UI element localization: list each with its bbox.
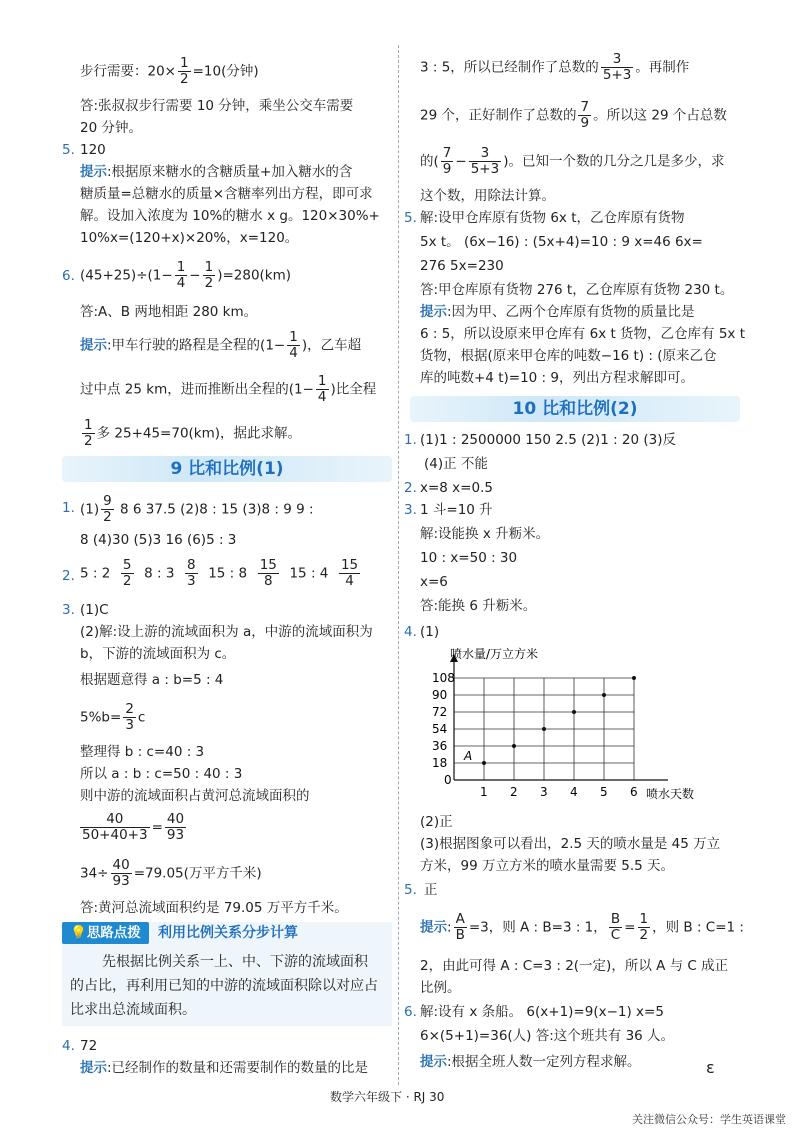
y-tick-label: 18	[432, 756, 448, 770]
answer-line: (1)C	[80, 602, 109, 618]
chart-points	[482, 676, 636, 765]
question-number: 6.	[404, 1004, 417, 1020]
x-tick-label: 5	[600, 785, 608, 799]
section-title: 9 比和比例(1)	[62, 456, 392, 482]
walk-time-line: 步行需要：20× $\frac{1}{2}$ =10(分钟)	[80, 55, 259, 87]
lightbulb-icon: 💡	[70, 925, 87, 941]
question-number: 5.	[404, 882, 417, 898]
question-number: 5.	[62, 142, 75, 158]
watermark-text: 关注微信公众号：学生英语课堂	[632, 1113, 786, 1126]
tip-line: 提示:已经制作的数量和还需要制作的数量的比是	[80, 1060, 369, 1076]
handwritten-mark: ε	[706, 1058, 715, 1077]
answer-line: 276 5x=230	[420, 258, 504, 274]
question-number: 2.	[62, 568, 75, 584]
answer-line: 答:张叔叔步行需要 10 分钟，乘坐公交车需要	[80, 98, 354, 114]
answer-line: (2)正	[420, 814, 453, 830]
answer-value: 120	[80, 142, 106, 158]
data-point	[572, 710, 576, 714]
data-point	[482, 761, 486, 765]
tip-line: 提示:根据全班人数一定列方程求解。	[420, 1054, 641, 1070]
answer-line: 方米，99 万立方米的喷水量需要 5.5 天。	[420, 858, 675, 874]
x-tick-label: 3	[540, 785, 548, 799]
answer-line: 解:设有 x 条船。 6(x+1)=9(x−1) x=5	[420, 1004, 664, 1020]
data-point	[632, 676, 636, 680]
column-divider	[398, 45, 399, 1085]
y-tick-label: 36	[432, 739, 448, 753]
answer-line: (1) $\frac{9}{2}$ 8 6 37.5 (2)8 : 15 (3)8 : 9 9 :	[80, 493, 314, 525]
x-axis-label: 喷水天数	[646, 787, 695, 801]
hint-text: 比求出总流域面积。	[70, 1002, 196, 1018]
answer-line: b，下游的流域面积为 c。	[80, 646, 236, 662]
tip-line: 6 : 5，所以设原来甲仓库有 6x t 货物，乙仓库有 5x t	[420, 326, 746, 342]
data-point	[542, 727, 546, 731]
page-footer: 数学六年级下 · RJ 30	[330, 1090, 445, 1104]
answer-line: x=6	[420, 574, 448, 590]
question-number: 1.	[404, 432, 417, 448]
question-number: 5.	[404, 210, 417, 226]
answer-line: 则中游的流域面积占黄河总流域面积的	[80, 788, 310, 804]
tip-line: 提示: $\frac{A}{B}$ =3，则 A : B=3 : 1， $\frac{B}{C}$ = $\frac{1}{2}$ ，则 B : C=1 :	[420, 911, 744, 943]
answer-line: 解:设甲仓库原有货物 6x t，乙仓库原有货物	[420, 210, 685, 226]
answer-line: 6×(5+1)=36(人) 答:这个班共有 36 人。	[420, 1028, 675, 1044]
question-number: 3.	[404, 502, 417, 518]
answer-line: 答:甲仓库原有货物 276 t，乙仓库原有货物 230 t。	[420, 282, 734, 298]
tip-line: 3 : 5，所以已经制作了总数的 $\frac{3}{5+3}$ 。再制作	[420, 51, 690, 83]
tip-line: 比例。	[420, 980, 461, 996]
tip-line: 库的吨数+4 t)=10 : 9，列出方程求解即可。	[420, 370, 694, 386]
answer-line: (2)解:设上游的流域面积为 a，中游的流域面积为	[80, 624, 373, 640]
answer-line: 1 斗=10 升	[420, 502, 493, 518]
answer-line: 根据题意得 a : b=5 : 4	[80, 672, 224, 688]
hint-text: 先根据比例关系一上、中、下游的流域面积	[102, 954, 368, 970]
answer-line: 整理得 b : c=40 : 3	[80, 744, 205, 760]
tip-line: 这个数，用除法计算。	[420, 188, 555, 204]
answer-line: (4)正 不能	[424, 456, 488, 472]
formula-line: 5%b= $\frac{2}{3}$ c	[80, 701, 146, 733]
tip-line: $\frac{1}{2}$ 多 25+45=70(km)，据此求解。	[84, 417, 302, 449]
water-spray-chart	[420, 642, 740, 812]
answer-line: (1)1 : 2500000 150 2.5 (2)1 : 20 (3)反	[420, 432, 677, 448]
x-tick-label: 6	[630, 785, 638, 799]
hint-badge: 💡思路点拨	[62, 922, 149, 944]
hint-text: 的占比，再利用已知的中游的流域面积除以对应占	[70, 978, 378, 994]
x-tick-label: 4	[570, 785, 578, 799]
tip-line: 提示:甲车行驶的路程是全程的(1− $\frac{1}{4}$ )，乙车超	[80, 329, 362, 361]
answer-line: 解:设能换 x 升粝米。	[420, 526, 550, 542]
question-number: 1.	[62, 500, 75, 516]
answer-line: 答:黄河总流域面积约是 79.05 万平方千米。	[80, 900, 348, 916]
point-a-label: A	[464, 749, 473, 763]
answer-line: 5 : 2 $\frac{5}{2}$ 8 : 3 $\frac{8}{3}$ 15 : 8 $\frac{15}{8}$ 15 : 4 $\frac{15}{4}$	[80, 557, 359, 589]
tip-line: 10%x=(120+x)×20%，x=120。	[80, 230, 299, 246]
formula-line: 34÷ $\frac{40}{93}$ =79.05(万平方千米)	[80, 857, 262, 889]
data-point	[512, 744, 516, 748]
fraction: $\frac{1}{2}$	[180, 55, 189, 87]
answer-line: 答:能换 6 升粝米。	[420, 598, 537, 614]
answer-line: (3)根据图象可以看出，2.5 天的喷水量是 45 万立	[420, 836, 721, 852]
answer-line: 正	[424, 882, 438, 898]
x-tick-label: 1	[480, 785, 488, 799]
y-tick-label: 54	[432, 722, 448, 736]
answer-line: (1)	[420, 624, 440, 640]
tip-line: 29 个，正好制作了总数的 $\frac{7}{9}$ 。所以这 29 个占总数	[420, 99, 727, 131]
section-title: 10 比和比例(2)	[410, 396, 740, 422]
y-tick-label: 108	[432, 671, 455, 685]
answer-value: 72	[80, 1038, 98, 1054]
answer-line: 所以 a : b : c=50 : 40 : 3	[80, 766, 243, 782]
formula-line: (45+25)÷(1− $\frac{1}{4}$ − $\frac{1}{2}$ )=280(km)	[80, 259, 292, 291]
tip-line: 提示:根据原来糖水的含糖质量+加入糖水的含	[80, 164, 353, 180]
tip-line: 2，由此可得 A : C=3 : 2(一定)，所以 A 与 C 成正	[420, 958, 729, 974]
tip-line: 货物，根据(原来甲仓库的吨数−16 t) : (原来乙仓	[420, 348, 717, 364]
answer-line: 10 : x=50 : 30	[420, 550, 518, 566]
answer-line: x=8 x=0.5	[420, 480, 493, 496]
tip-line: 过中点 25 km，进而推断出全程的(1− $\frac{1}{4}$ )比全程	[80, 373, 377, 405]
answer-line: 8 (4)30 (5)3 16 (6)5 : 3	[80, 532, 237, 548]
data-point	[602, 693, 606, 697]
tip-line: 解。设加入浓度为 10%的糖水 x g。120×30%+	[80, 208, 380, 224]
tip-line: 提示:因为甲、乙两个仓库原有货物的质量比是	[420, 304, 695, 320]
tip-line: 糖质量=总糖水的质量×含糖率列出方程，即可求	[80, 186, 373, 202]
x-tick-label: 2	[510, 785, 518, 799]
y-tick-label: 72	[432, 705, 448, 719]
tip-line: 的( $\frac{7}{9}$ − $\frac{3}{5+3}$ )。已知一个数的几分之几是多少，求	[420, 145, 725, 177]
answer-line: 5x t。 (6x−16) : (5x+4)=10 : 9 x=46 6x=	[420, 234, 703, 250]
answer-line: 答:A、B 两地相距 280 km。	[80, 304, 258, 320]
hint-title: 利用比例关系分步计算	[158, 925, 298, 941]
question-number: 4.	[404, 624, 417, 640]
question-number: 3.	[62, 602, 75, 618]
y-axis-label: 喷水量/万立方米	[450, 647, 539, 661]
origin-label: 0	[444, 773, 452, 787]
answer-line: 20 分钟。	[80, 120, 142, 136]
chart-axes	[450, 654, 668, 780]
formula-line: $\frac{40}{50+40+3}$ = $\frac{40}{93}$	[82, 811, 185, 843]
question-number: 6.	[62, 268, 75, 284]
y-tick-label: 90	[432, 688, 448, 702]
question-number: 2.	[404, 480, 417, 496]
question-number: 4.	[62, 1038, 75, 1054]
